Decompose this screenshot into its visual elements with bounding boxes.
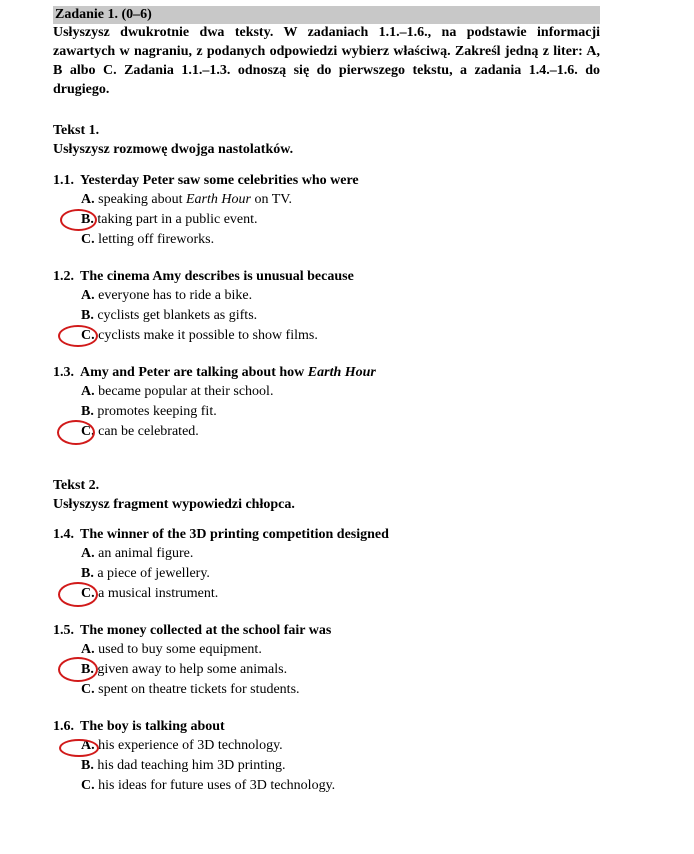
option-text: became popular at their school. bbox=[98, 384, 274, 399]
text-2-label: Tekst 2. bbox=[53, 478, 100, 493]
option-text: used to buy some equipment. bbox=[98, 642, 262, 657]
option-letter: B. bbox=[81, 758, 94, 773]
option-1-4-a[interactable] bbox=[81, 545, 193, 563]
question-stem: The money collected at the school fair was bbox=[80, 623, 332, 638]
question-stem: Amy and Peter are talking about how bbox=[80, 365, 308, 380]
question-stem: The boy is talking about bbox=[80, 719, 225, 734]
question-number: 1.1. bbox=[53, 173, 74, 188]
text-2-description: Usłyszysz fragment wypowiedzi chłopca. bbox=[53, 497, 295, 512]
option-1-3-a[interactable] bbox=[81, 383, 273, 401]
question-stem: Yesterday Peter saw some celebrities who were bbox=[80, 173, 359, 188]
option-letter: C. bbox=[81, 682, 95, 697]
option-letter: B. bbox=[81, 212, 94, 227]
task-title: Zadanie 1. (0–6) bbox=[55, 7, 152, 22]
option-1-6-b[interactable] bbox=[81, 757, 286, 775]
option-text: speaking about bbox=[98, 192, 186, 207]
option-1-6-a[interactable] bbox=[81, 737, 283, 755]
option-letter: C. bbox=[81, 586, 95, 601]
question-stem-italic: Earth Hour bbox=[307, 365, 376, 380]
task-instructions: Usłyszysz dwukrotnie dwa teksty. W zadaniach 1.1.–1.6., na podstawie informacji zawartych w nagraniu, z podanych odpowiedzi wybierz właściwą. Zakreśl jedną z liter: A, B albo C. Zadania 1.1.–1.3. odnoszą się do pierwszego tekstu, a zadania 1.4.–1.6. do drugiego. bbox=[53, 25, 600, 97]
option-text-end: on TV. bbox=[250, 192, 293, 207]
question-number: 1.2. bbox=[53, 269, 74, 284]
option-text: everyone has to ride a bike. bbox=[98, 288, 253, 303]
option-letter: A. bbox=[81, 738, 95, 753]
question-1-3 bbox=[53, 364, 376, 382]
option-text: letting off fireworks. bbox=[98, 232, 215, 247]
question-stem: The cinema Amy describes is unusual because bbox=[80, 269, 354, 284]
option-text: a piece of jewellery. bbox=[97, 566, 210, 581]
answer-circle-1-6 bbox=[59, 739, 99, 757]
option-1-5-a[interactable] bbox=[81, 641, 262, 659]
question-number: 1.3. bbox=[53, 365, 74, 380]
option-letter: B. bbox=[81, 662, 94, 677]
option-text: cyclists get blankets as gifts. bbox=[97, 308, 258, 323]
option-letter: B. bbox=[81, 308, 94, 323]
option-text: spent on theatre tickets for students. bbox=[98, 682, 300, 697]
option-letter: C. bbox=[81, 328, 95, 343]
option-text: given away to help some animals. bbox=[97, 662, 288, 677]
option-text: an animal figure. bbox=[98, 546, 194, 561]
option-letter: A. bbox=[81, 642, 95, 657]
option-text: his ideas for future uses of 3D technology. bbox=[98, 778, 336, 793]
option-letter: C. bbox=[81, 232, 95, 247]
answer-circle-1-2 bbox=[58, 325, 98, 347]
option-1-1-c[interactable] bbox=[81, 231, 214, 249]
answer-circle-1-3 bbox=[57, 420, 95, 445]
option-text: can be celebrated. bbox=[98, 424, 199, 439]
option-1-4-c[interactable] bbox=[81, 585, 218, 603]
option-letter: C. bbox=[81, 778, 95, 793]
option-1-3-c[interactable] bbox=[81, 423, 199, 441]
option-letter: C. bbox=[81, 424, 95, 439]
text-1-description: Usłyszysz rozmowę dwojga nastolatków. bbox=[53, 142, 294, 157]
option-letter: B. bbox=[81, 404, 94, 419]
option-text: a musical instrument. bbox=[98, 586, 219, 601]
option-1-2-a[interactable] bbox=[81, 287, 252, 305]
option-1-2-c[interactable] bbox=[81, 327, 318, 345]
question-1-6 bbox=[53, 718, 225, 736]
option-1-5-c[interactable] bbox=[81, 681, 300, 699]
question-1-1 bbox=[53, 172, 359, 190]
option-text-italic: Earth Hour bbox=[186, 192, 251, 207]
option-1-2-b[interactable] bbox=[81, 307, 257, 325]
answer-circle-1-1 bbox=[60, 209, 97, 231]
option-text: taking part in a public event. bbox=[97, 212, 258, 227]
option-letter: A. bbox=[81, 384, 95, 399]
text-1-label: Tekst 1. bbox=[53, 123, 100, 138]
option-1-1-b[interactable] bbox=[81, 211, 258, 229]
option-letter: A. bbox=[81, 288, 95, 303]
answer-circle-1-5 bbox=[58, 657, 98, 682]
question-number: 1.6. bbox=[53, 719, 74, 734]
option-text: his experience of 3D technology. bbox=[98, 738, 283, 753]
option-text: cyclists make it possible to show films. bbox=[98, 328, 318, 343]
option-1-1-a[interactable] bbox=[81, 191, 292, 209]
answer-circle-1-4 bbox=[58, 582, 98, 607]
option-letter: A. bbox=[81, 192, 95, 207]
option-1-5-b[interactable] bbox=[81, 661, 287, 679]
option-letter: B. bbox=[81, 566, 94, 581]
option-1-4-b[interactable] bbox=[81, 565, 210, 583]
question-1-5 bbox=[53, 622, 331, 640]
question-number: 1.5. bbox=[53, 623, 74, 638]
question-1-2 bbox=[53, 268, 354, 286]
option-letter: A. bbox=[81, 546, 95, 561]
question-stem: The winner of the 3D printing competition designed bbox=[80, 527, 389, 542]
option-1-3-b[interactable] bbox=[81, 403, 217, 421]
question-1-4 bbox=[53, 526, 389, 544]
question-number: 1.4. bbox=[53, 527, 74, 542]
option-text: his dad teaching him 3D printing. bbox=[97, 758, 286, 773]
option-1-6-c[interactable] bbox=[81, 777, 335, 795]
option-text: promotes keeping fit. bbox=[97, 404, 217, 419]
